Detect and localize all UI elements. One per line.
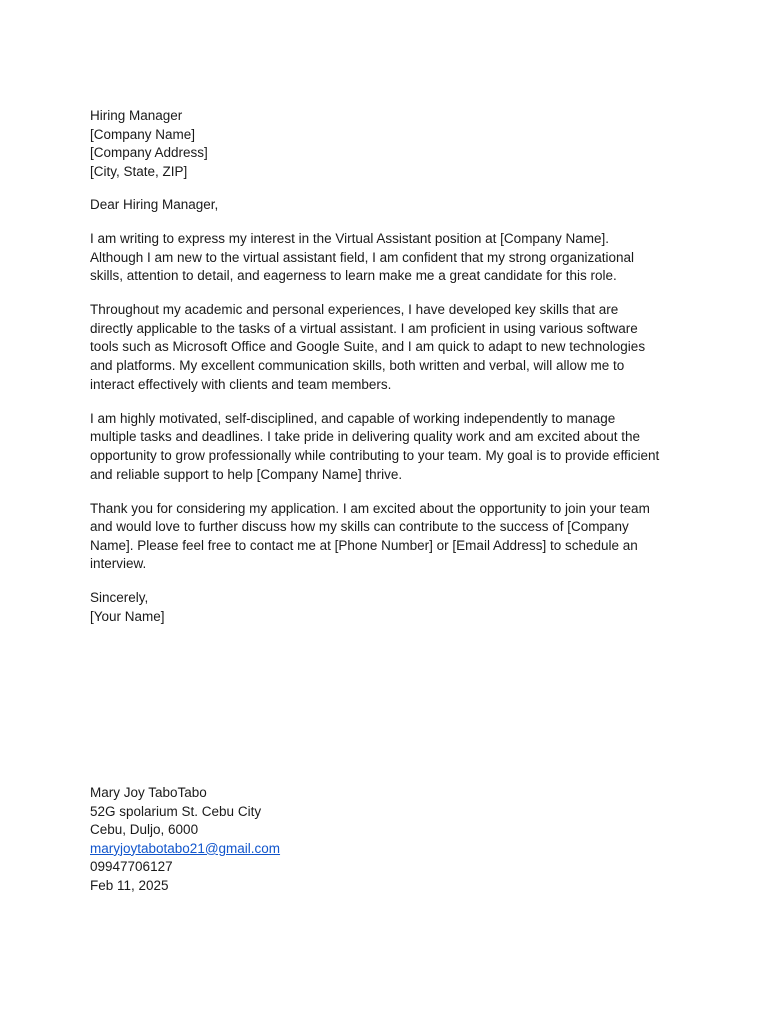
paragraph-line: and platforms. My excellent communication skills, both written and verbal, will allow me to: [90, 358, 625, 374]
sender-street: 52G spolarium St. Cebu City: [90, 803, 262, 819]
paragraph-line: interview.: [90, 556, 147, 572]
sender-block: [90, 784, 490, 896]
paragraph-line: and would love to further discuss how my skills can contribute to the success of [Company: [90, 519, 629, 535]
paragraph-3: [90, 410, 682, 484]
recipient-title: Hiring Manager: [90, 108, 183, 123]
paragraph-line: directly applicable to the tasks of a virtual assistant. I am proficient in using various software: [90, 320, 638, 336]
paragraph-line: Name]. Please feel free to contact me at [Phone Number] or [Email Address] to schedule an: [90, 537, 638, 553]
sender-city: Cebu, Duljo, 6000: [90, 822, 199, 838]
salutation: Dear Hiring Manager,: [90, 197, 219, 213]
letter-body: [90, 107, 682, 627]
paragraph-line: Thank you for considering my application. I am excited about the opportunity to join your team: [90, 500, 650, 516]
recipient-address: [Company Address]: [90, 145, 208, 161]
sender-email-link[interactable]: maryjoytabotabo21@gmail.com: [90, 840, 281, 856]
valediction: Sincerely,: [90, 590, 149, 606]
sender-phone: 09947706127: [90, 859, 173, 875]
paragraph-line: opportunity to grow professionally while contributing to your team. My goal is to provide efficient: [90, 447, 660, 463]
paragraph-1: [90, 230, 682, 286]
recipient-block: [90, 107, 682, 181]
signature-placeholder: [Your Name]: [90, 609, 165, 625]
closing-block: [90, 589, 682, 626]
recipient-company: [Company Name]: [90, 126, 196, 142]
paragraph-line: skills, attention to detail, and eagerness to learn make me a great candidate for this role.: [90, 268, 617, 284]
paragraph-line: I am writing to express my interest in the Virtual Assistant position at [Company Name].: [90, 230, 609, 246]
paragraph-line: multiple tasks and deadlines. I take pride in delivering quality work and am excited about the: [90, 429, 641, 445]
paragraph-line: Although I am new to the virtual assistant field, I am confident that my strong organizational: [90, 249, 635, 265]
recipient-city: [City, State, ZIP]: [90, 163, 188, 179]
paragraph-line: interact effectively with clients and team members.: [90, 376, 392, 392]
paragraph-line: and reliable support to help [Company Name] thrive.: [90, 466, 403, 482]
paragraph-4: [90, 500, 682, 574]
paragraph-line: Throughout my academic and personal experiences, I have developed key skills that are: [90, 302, 619, 318]
paragraph-line: I am highly motivated, self-disciplined, and capable of working independently to manage: [90, 410, 616, 426]
paragraph-line: tools such as Microsoft Office and Google Suite, and I am quick to adapt to new technologies: [90, 339, 646, 355]
sender-name: Mary Joy TaboTabo: [90, 785, 207, 800]
letter-date: Feb 11, 2025: [90, 877, 169, 893]
paragraph-2: [90, 301, 682, 394]
